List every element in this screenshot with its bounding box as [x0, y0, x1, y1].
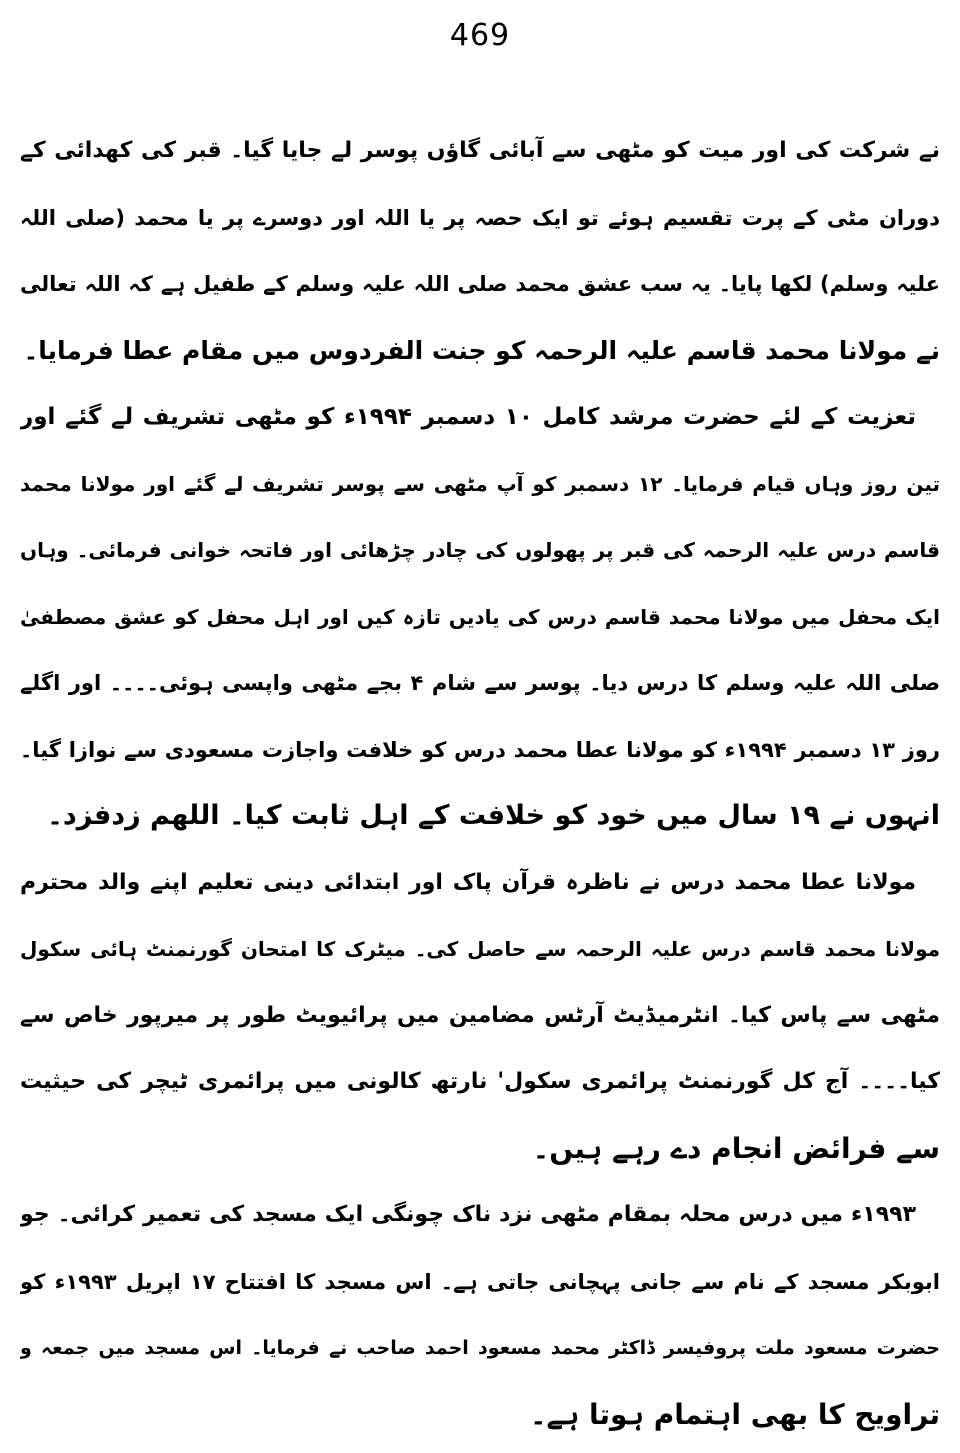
- body-text: [20, 118, 940, 1448]
- text-line: نے شرکت کی اور میت کو مٹھی سے آبائی گاؤں پوسر لے جایا گیا۔ قبر کی کھدائی کے: [20, 138, 940, 163]
- text-line: تراویح کا بھی اہتمام ہوتا ہے۔: [530, 1397, 940, 1431]
- text-line: کیا۔۔۔۔ آج کل گورنمنٹ پرائمری سکول' نارتھ کالونی میں پرائمری ٹیچر کی حیثیت: [20, 1069, 940, 1094]
- text-line: سے فرائض انجام دے رہے ہیں۔: [532, 1131, 940, 1165]
- text-line: مٹھی سے پاس کیا۔ انٹرمیڈیٹ آرٹس مضامین میں پرائیویٹ طور پر میرپور خاص سے: [20, 1002, 940, 1028]
- text-line: روز ۱۳ دسمبر ۱۹۹۴ء کو مولانا عطا محمد درس کو خلافت واجازت مسعودی سے نوازا گیا۔: [20, 737, 940, 762]
- text-line: مولانا محمد قاسم درس علیہ الرحمہ سے حاصل کی۔ میٹرک کا امتحان گورنمنٹ ہائی سکول: [20, 937, 940, 961]
- text-line: ۱۹۹۳ء میں درس محلہ بمقام مٹھی نزد ناک چونگی ایک مسجد کی تعمیر کرائی۔ جو: [20, 1202, 916, 1227]
- text-line: دوران مٹی کے پرت تقسیم ہوئے تو ایک حصہ پر یا اللہ اور دوسرے پر یا محمد (صلی اللہ: [20, 205, 940, 230]
- text-line: ایک محفل میں مولانا محمد قاسم درس کی یادیں تازہ کیں اور اہل محفل کو عشق مصطفیٰ: [20, 604, 940, 629]
- text-line: مولانا عطا محمد درس نے ناظرہ قرآن پاک اور ابتدائی دینی تعلیم اپنے والد محترم: [20, 869, 916, 895]
- text-line: ابوبکر مسجد کے نام سے جانی پہچانی جاتی ہے۔ اس مسجد کا افتتاح ۱۷ اپریل ۱۹۹۳ء کو: [20, 1269, 940, 1294]
- text-line: قاسم درس علیہ الرحمہ کی قبر پر پھولوں کی چادر چڑھائی اور فاتحہ خوانی فرمائی۔ وہاں: [20, 538, 940, 562]
- page-number: 469: [449, 18, 511, 53]
- text-line: نے مولانا محمد قاسم علیہ الرحمہ کو جنت الفردوس میں مقام عطا فرمایا۔: [23, 335, 940, 365]
- text-line: تین روز وہاں قیام فرمایا۔ ۱۲ دسمبر کو آپ مٹھی سے پوسر تشریف لے گئے اور مولانا محمد: [20, 471, 940, 496]
- text-line: علیہ وسلم) لکھا پایا۔ یہ سب عشق محمد صلی اللہ علیہ وسلم کے طفیل ہے کہ اللہ تعالی: [20, 272, 940, 296]
- text-line: حضرت مسعود ملت پروفیسر ڈاکٹر محمد مسعود احمد صاحب نے فرمایا۔ اس مسجد میں جمعہ و: [20, 1337, 940, 1359]
- text-line: انہوں نے ۱۹ سال میں خود کو خلافت کے اہل ثابت کیا۔ اللھم زدفزد۔: [47, 800, 940, 831]
- text-line: تعزیت کے لئے حضرت مرشد کامل ۱۰ دسمبر ۱۹۹۴ء کو مٹھی تشریف لے گئے اور: [20, 404, 916, 430]
- text-line: صلی اللہ علیہ وسلم کا درس دیا۔ پوسر سے شام ۴ بجے مٹھی واپسی ہوئی۔۔۔۔ اور اگلے: [20, 671, 940, 695]
